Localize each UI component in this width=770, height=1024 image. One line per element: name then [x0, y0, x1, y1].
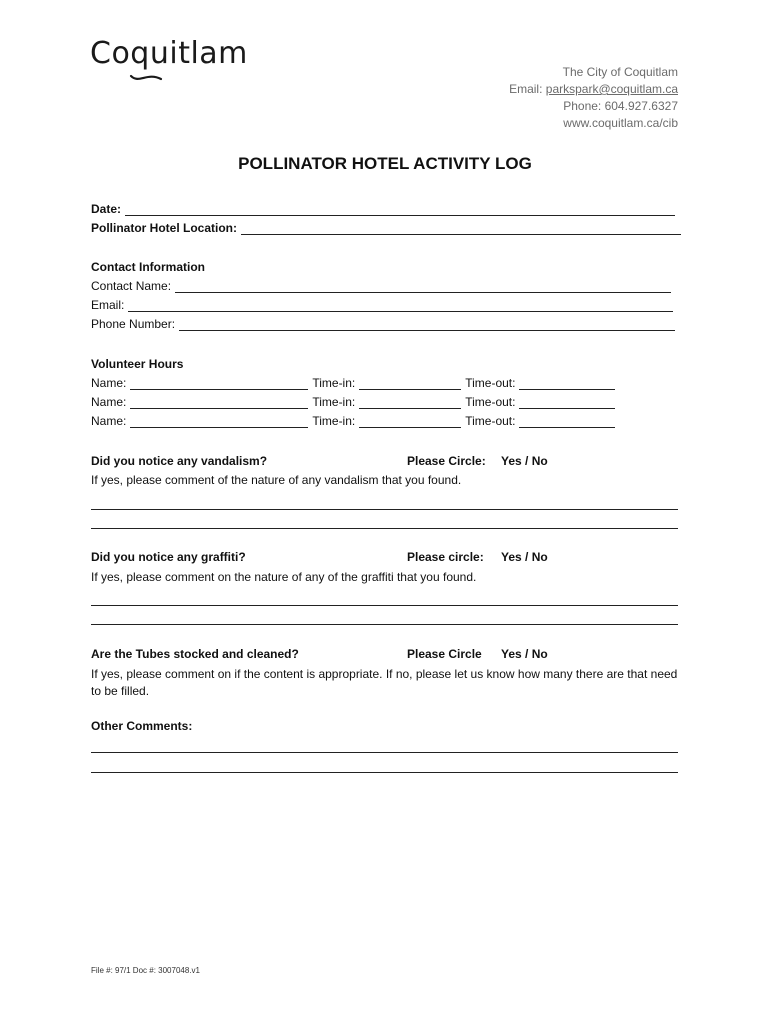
- tubes-question: Are the Tubes stocked and cleaned?: [91, 647, 299, 661]
- vandalism-comment-line[interactable]: [91, 528, 678, 529]
- time-in-field[interactable]: [359, 398, 461, 409]
- other-comment-line[interactable]: [91, 772, 678, 773]
- volunteer-row: [91, 376, 615, 390]
- document-footer: File #: 97/1 Doc #: 3007048.v1: [91, 966, 200, 975]
- graffiti-circle-label: Please circle:: [407, 550, 484, 564]
- graffiti-comment-prompt: If yes, please comment on the nature of any of the graffiti that you found.: [91, 570, 477, 584]
- volunteer-name-label: Name:: [91, 376, 127, 390]
- contact-phone-label: Phone Number:: [91, 317, 176, 331]
- time-out-field[interactable]: [519, 417, 615, 428]
- coquitlam-logo: Coquitlam: [90, 36, 248, 71]
- time-in-field[interactable]: [359, 379, 461, 390]
- volunteer-name-field[interactable]: [130, 398, 308, 409]
- other-comments-heading: Other Comments:: [91, 719, 193, 733]
- contact-email-row: [91, 298, 673, 312]
- tubes-comment-prompt: If yes, please comment on if the content is appropriate. If no, please let us know how many there are that need to be filled.: [91, 667, 678, 698]
- email-label: Email:: [509, 82, 546, 96]
- website-line[interactable]: www.coquitlam.ca/cib: [563, 116, 678, 130]
- time-out-field[interactable]: [519, 398, 615, 409]
- graffiti-yes-no[interactable]: Yes / No: [501, 550, 548, 564]
- location-field[interactable]: [241, 224, 681, 235]
- contact-name-field[interactable]: [175, 282, 671, 293]
- vandalism-yes-no[interactable]: Yes / No: [501, 454, 548, 468]
- time-out-label: Time-out:: [465, 414, 516, 428]
- time-in-label: Time-in:: [312, 414, 356, 428]
- graffiti-comment-line[interactable]: [91, 624, 678, 625]
- date-label: Date:: [91, 202, 122, 216]
- contact-phone-row: [91, 317, 675, 331]
- vandalism-circle-label: Please Circle:: [407, 454, 486, 468]
- graffiti-comment-line[interactable]: [91, 605, 678, 606]
- volunteer-name-label: Name:: [91, 414, 127, 428]
- volunteer-heading: Volunteer Hours: [91, 357, 184, 371]
- logo-swoosh-icon: [129, 72, 163, 84]
- email-line: [509, 81, 678, 98]
- time-in-label: Time-in:: [312, 376, 356, 390]
- time-in-field[interactable]: [359, 417, 461, 428]
- contact-email-label: Email:: [91, 298, 125, 312]
- other-comment-line[interactable]: [91, 752, 678, 753]
- time-out-field[interactable]: [519, 379, 615, 390]
- time-out-label: Time-out:: [465, 395, 516, 409]
- contact-phone-field[interactable]: [179, 320, 675, 331]
- location-label: Pollinator Hotel Location:: [91, 221, 237, 235]
- volunteer-name-label: Name:: [91, 395, 127, 409]
- email-link[interactable]: parkspark@coquitlam.ca: [545, 82, 678, 96]
- time-out-label: Time-out:: [465, 376, 516, 390]
- vandalism-question: Did you notice any vandalism?: [91, 454, 268, 468]
- phone-line: Phone: 604.927.6327: [563, 99, 678, 113]
- volunteer-row: [91, 395, 615, 409]
- location-row: [91, 221, 681, 235]
- volunteer-name-field[interactable]: [130, 379, 308, 390]
- tubes-yes-no[interactable]: Yes / No: [501, 647, 548, 661]
- contact-email-field[interactable]: [128, 301, 673, 312]
- date-field[interactable]: [125, 205, 675, 216]
- vandalism-comment-prompt: If yes, please comment of the nature of any vandalism that you found.: [91, 473, 462, 487]
- volunteer-name-field[interactable]: [130, 417, 308, 428]
- graffiti-question: Did you notice any graffiti?: [91, 550, 246, 564]
- page-title: POLLINATOR HOTEL ACTIVITY LOG: [238, 154, 532, 173]
- contact-block: [509, 64, 678, 132]
- date-row: [91, 202, 675, 216]
- vandalism-comment-line[interactable]: [91, 509, 678, 510]
- tubes-circle-label: Please Circle: [407, 647, 482, 661]
- org-name: The City of Coquitlam: [562, 65, 678, 79]
- contact-heading: Contact Information: [91, 260, 205, 274]
- time-in-label: Time-in:: [312, 395, 356, 409]
- volunteer-row: [91, 414, 615, 428]
- contact-name-row: [91, 279, 671, 293]
- contact-name-label: Contact Name:: [91, 279, 172, 293]
